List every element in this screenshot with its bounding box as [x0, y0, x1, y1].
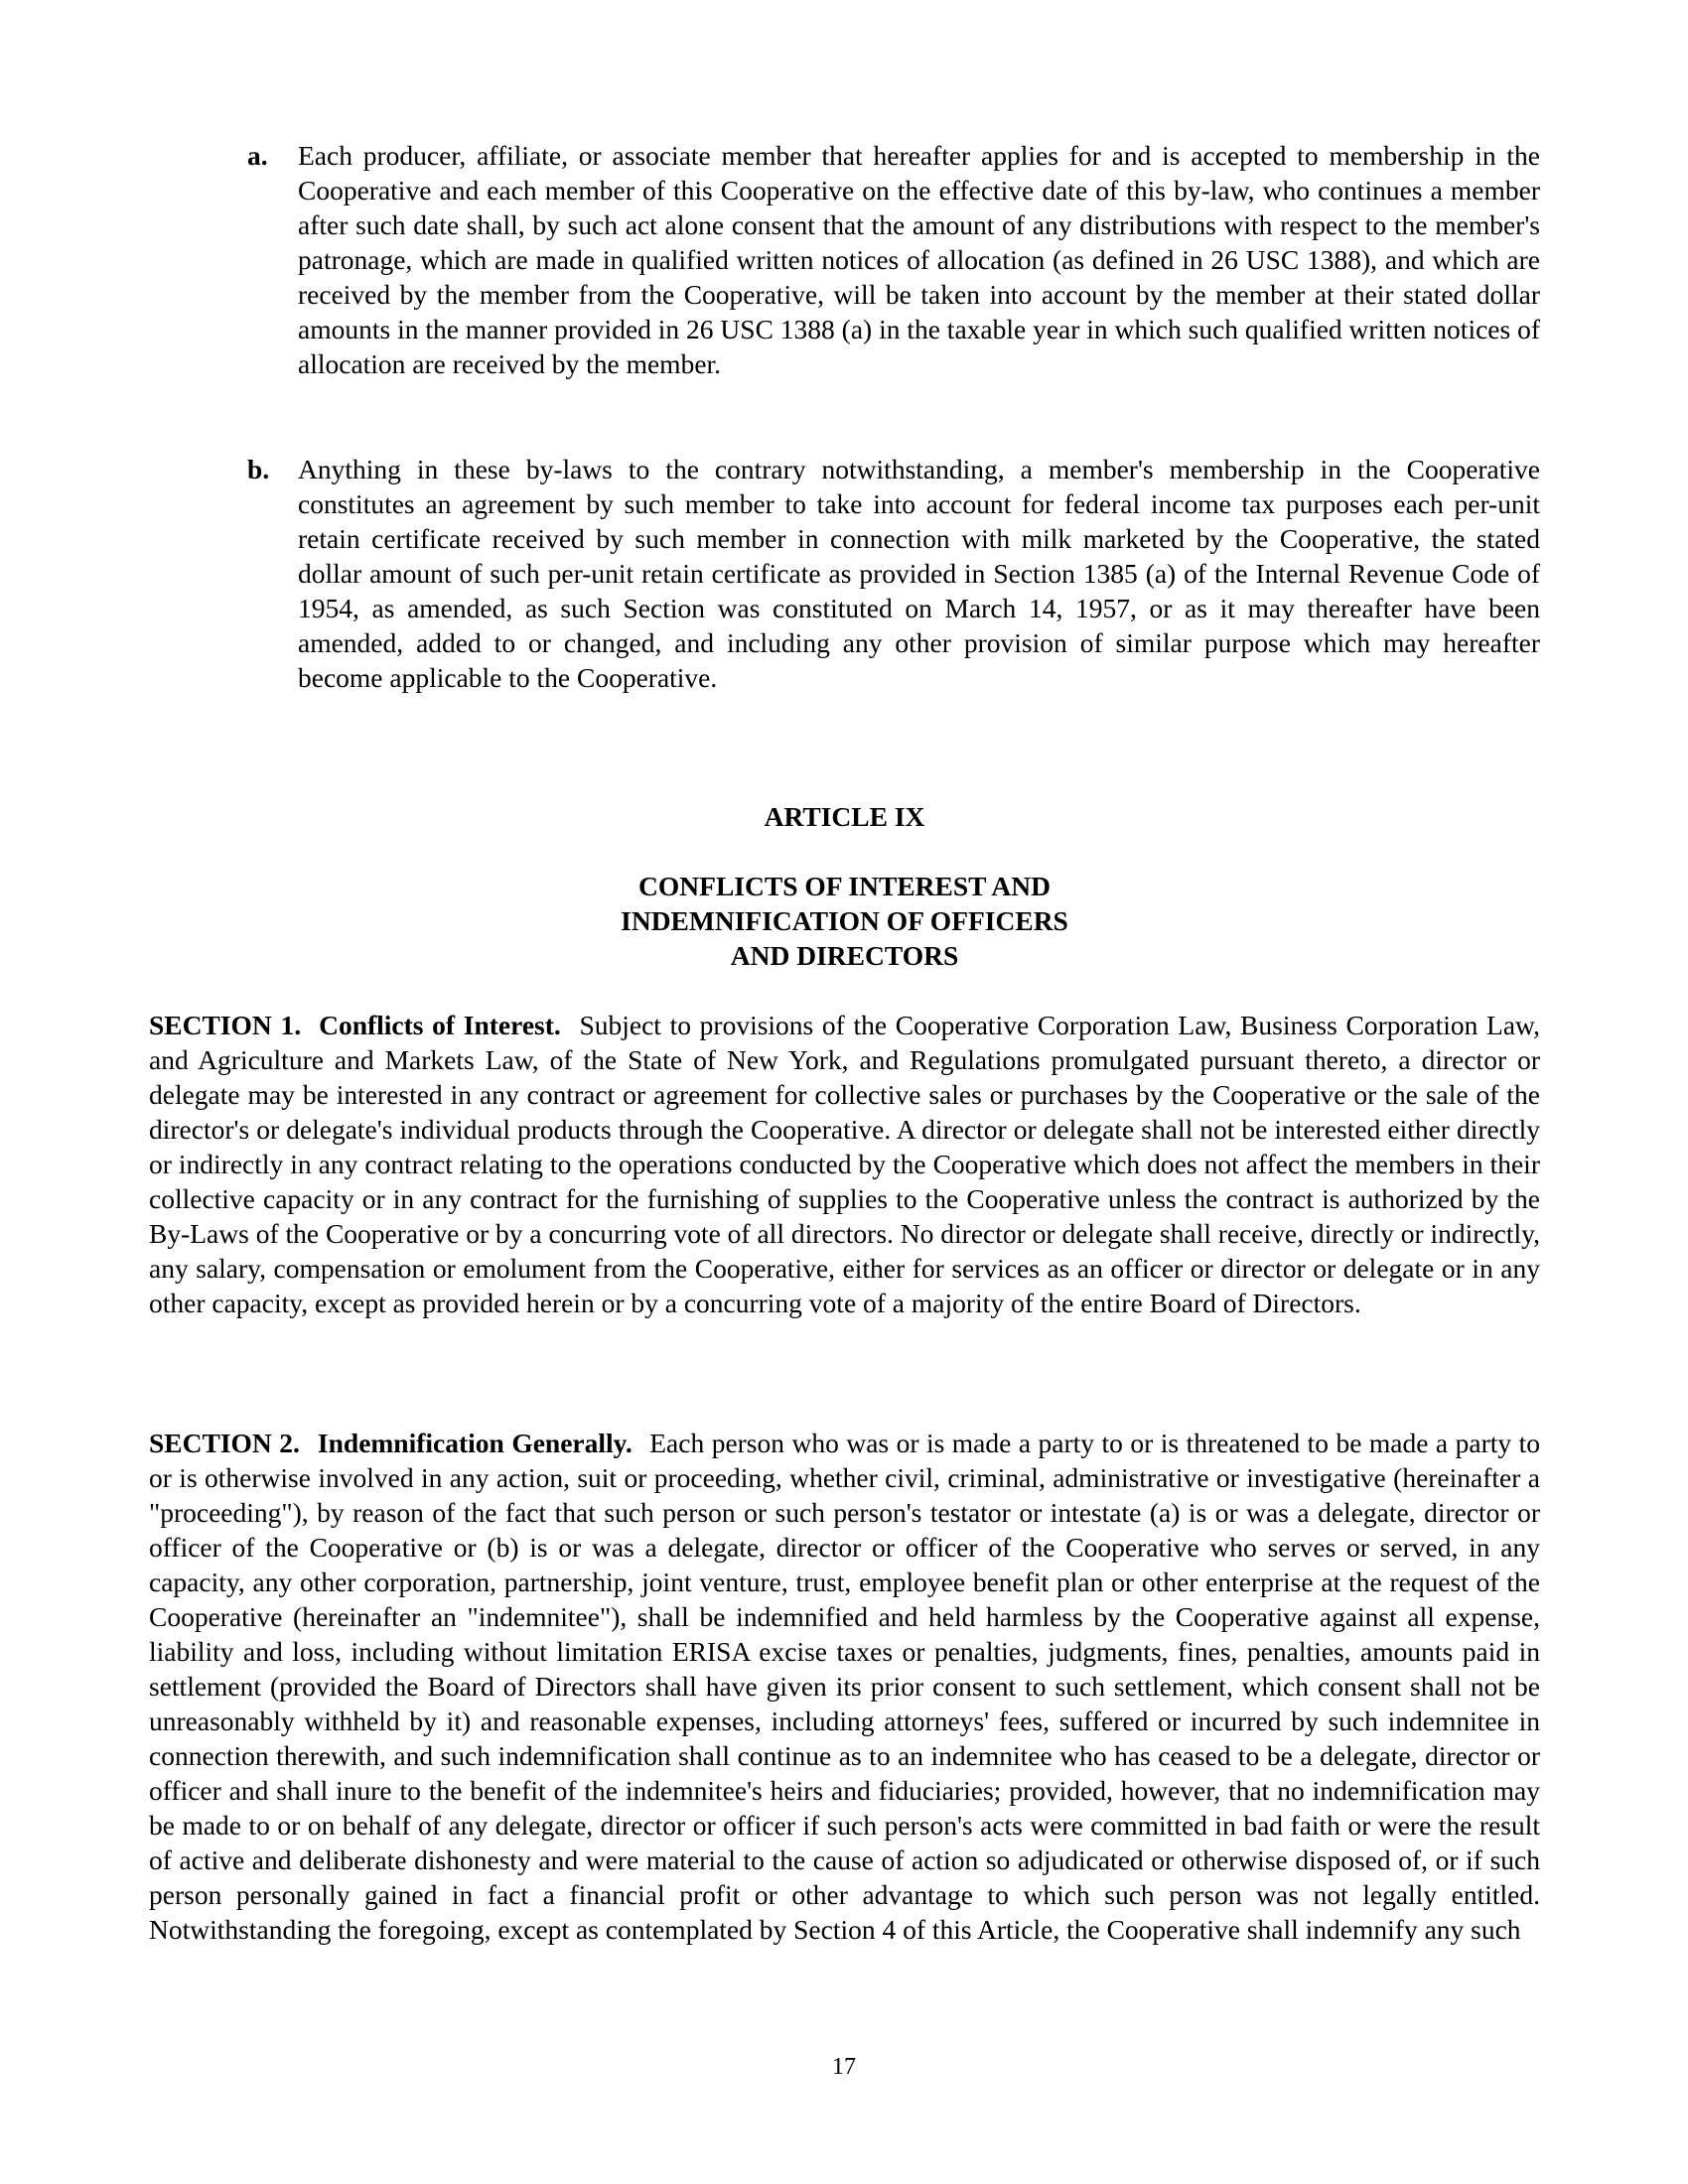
list-marker: b. [247, 454, 270, 484]
section-title: Indemnification Generally. [317, 1428, 633, 1458]
section-number: SECTION 1. [149, 1010, 302, 1040]
article-title-line: INDEMNIFICATION OF OFFICERS [621, 905, 1068, 936]
section-body: Subject to provisions of the Cooperative Corporation Law, Business Corporation Law, and Agriculture and Markets Law, of the State of New York, and Regulations promulgated pursuant thereto, a director or delegate may be interested in any contract or agreement for collective sales or purchases by the Cooperative or the sale of the director's or delegate's individual products through the Cooperative. A director or delegate shall not be interested either directly or indirectly in any contract relating to the operations conducted by the Cooperative which does not affect the members in their collective capacity or in any contract for the furnishing of supplies to the Cooperative unless the contract is authorized by the By-Laws of the Cooperative or by a concurring vote of all directors. No director or delegate shall receive, directly or indirectly, any salary, compensation or emolument from the Cooperative, either for services as an officer or director or delegate or in any other capacity, except as provided herein or by a concurring vote of a majority of the entire Board of Directors. [149, 1010, 1541, 1318]
article-title [149, 869, 1540, 973]
list-item-text: Anything in these by-laws to the contrary notwithstanding, a member's membership in the Cooperative constitutes an agreement by such member to take into account for federal income tax purposes each per-unit retain certificate received by such member in connection with milk marketed by the Cooperative, the stated dollar amount of such per-unit retain certificate as provided in Section 1385 (a) of the Internal Revenue Code of 1954, as amended, as such Section was constituted on March 14, 1957, or as it may thereafter have been amended, added to or changed, and including any other provision of similar purpose which may hereafter become applicable to the Cooperative. [298, 454, 1540, 693]
list-marker: a. [247, 140, 268, 171]
section-2 [149, 1426, 1540, 1947]
list-item-a [247, 138, 1540, 381]
section-body: Each person who was or is made a party to or is threatened to be made a party to or is otherwise involved in any action, suit or proceeding, whether civil, criminal, administrative or investigative (hereinafter a "proceeding"), by reason of the fact that such person or such person's testator or intestate (a) is or was a delegate, director or officer of the Cooperative or (b) is or was a delegate, director or officer of the Cooperative who serves or served, in any capacity, any other corporation, partnership, joint venture, trust, employee benefit plan or other enterprise at the request of the Cooperative (hereinafter an "indemnitee"), shall be indemnified and held harmless by the Cooperative against all expense, liability and loss, including without limitation ERISA excise taxes or penalties, judgments, fines, penalties, amounts paid in settlement (provided the Board of Directors shall have given its prior consent to such settlement, which consent shall not be unreasonably withheld by it) and reasonable expenses, including attorneys' fees, suffered or incurred by such indemnitee in connection therewith, and such indemnification shall continue as to an indemnitee who has ceased to be a delegate, director or officer and shall inure to the benefit of the indemnitee's heirs and fiduciaries; provided, however, that no indemnification may be made to or on behalf of any delegate, director or officer if such person's acts were committed in bad faith or were the result of active and deliberate dishonesty and were material to the cause of action so adjudicated or otherwise disposed of, or if such person personally gained in fact a financial profit or other advantage to which such person was not legally entitled. Notwithstanding the foregoing, except as contemplated by Section 4 of this Article, the Cooperative shall indemnify any such [149, 1428, 1540, 1945]
page-number: 17 [832, 2054, 856, 2080]
section-1 [149, 1008, 1540, 1320]
list-item-b [247, 452, 1540, 695]
section-number: SECTION 2. [149, 1428, 300, 1458]
article-title-line: CONFLICTS OF INTEREST AND [638, 871, 1051, 901]
article-title-line: AND DIRECTORS [730, 940, 959, 971]
article-number: ARTICLE IX [764, 801, 925, 832]
list-item-text: Each producer, affiliate, or associate member that hereafter applies for and is accepted to membership in the Cooperative and each member of this Cooperative on the effective date of this by-law, who continues a member after such date shall, by such act alone consent that the amount of any distributions with respect to the member's patronage, which are made in qualified written notices of allocation (as defined in 26 USC 1388), and which are received by the member from the Cooperative, will be taken into account by the member at their stated dollar amounts in the manner provided in 26 USC 1388 (a) in the taxable year in which such qualified written notices of allocation are received by the member. [298, 140, 1540, 379]
section-title: Conflicts of Interest. [319, 1010, 561, 1040]
